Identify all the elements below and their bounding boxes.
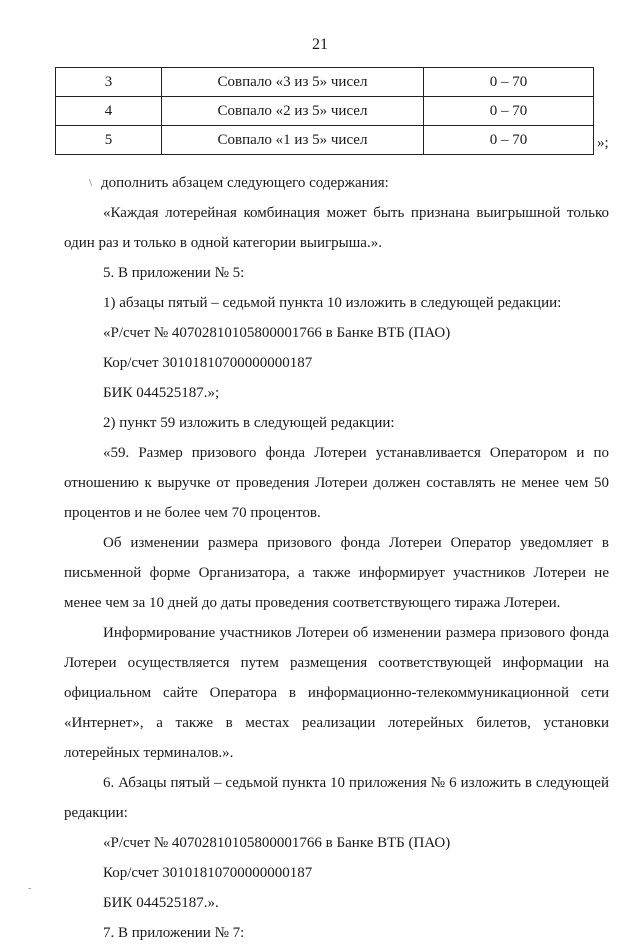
table-cell-category: Совпало «3 из 5» чисел (162, 68, 424, 97)
paragraph: Кор/счет 30101810700000000187 (103, 355, 313, 371)
table-closing-quote: »; (597, 135, 609, 151)
paragraph: БИК 044525187.». (103, 895, 219, 911)
paragraph: «Р/счет № 40702810105800001766 в Банке ВТБ (ПАО) (103, 325, 451, 341)
paragraph: 7. В приложении № 7: (103, 925, 245, 941)
table-cell-number: 5 (56, 126, 162, 155)
table-cell-category: Совпало «1 из 5» чисел (162, 126, 424, 155)
table-cell-number: 4 (56, 97, 162, 126)
paragraph: 1) абзацы пятый – седьмой пункта 10 изложить в следующей редакции: (103, 295, 562, 311)
paragraph: Кор/счет 30101810700000000187 (103, 865, 313, 881)
table-row (56, 68, 594, 97)
paragraph: «59. Размер призового фонда Лотереи устанавливается Оператором и по отношению к выручке от проведения Лотереи должен составлять не менее чем 50 процентов и не более чем 70 процентов. (64, 445, 609, 521)
paragraph: Информирование участников Лотереи об изменении размера призового фонда Лотереи осуществляется путем размещения соответствующей информации на официальном сайте Оператора в информационно-телекоммуникационной сети «Интернет», а также в местах реализации лотерейных билетов, установки лотерейных терминалов.». (64, 625, 609, 761)
table-row (56, 97, 594, 126)
table-cell-category: Совпало «2 из 5» чисел (162, 97, 424, 126)
document-body (64, 168, 609, 948)
paragraph: Об изменении размера призового фонда Лотереи Оператор уведомляет в письменной форме Организатора, а также информирует участников Лотереи не менее чем за 10 дней до даты проведения соответствующего тиража Лотереи. (64, 535, 609, 611)
paragraph: 2) пункт 59 изложить в следующей редакции: (103, 415, 395, 431)
paragraph: дополнить абзацем следующего содержания: (101, 175, 389, 191)
table-row (56, 126, 594, 155)
page-number: 21 (312, 36, 328, 53)
paragraph: «Каждая лотерейная комбинация может быть признана выигрышной только один раз и только в одной категории выигрыша.». (64, 205, 609, 251)
table-cell-number: 3 (56, 68, 162, 97)
table-cell-value: 0 – 70 (424, 97, 594, 126)
table-cell-value: 0 – 70 (424, 68, 594, 97)
prize-table (55, 67, 594, 155)
table-cell-value: 0 – 70 (424, 126, 594, 155)
paragraph: 6. Абзацы пятый – седьмой пункта 10 приложения № 6 изложить в следующей редакции: (64, 775, 609, 821)
paragraph: 5. В приложении № 5: (103, 265, 245, 281)
paragraph: «Р/счет № 40702810105800001766 в Банке ВТБ (ПАО) (103, 835, 451, 851)
margin-mark: \ (89, 177, 93, 189)
paragraph: БИК 044525187.»; (103, 385, 220, 401)
footer-mark: - (28, 883, 32, 894)
